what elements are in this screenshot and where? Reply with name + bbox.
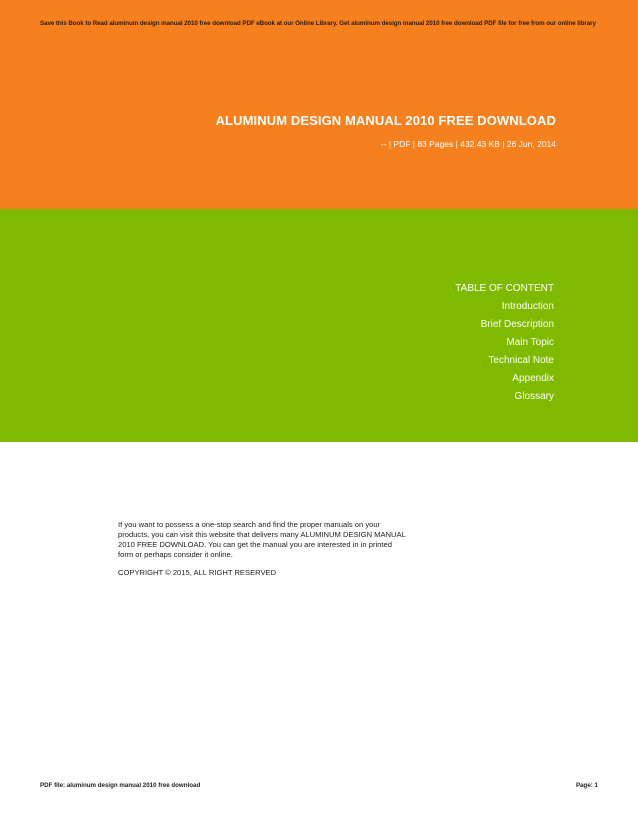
document-title: ALUMINUM DESIGN MANUAL 2010 FREE DOWNLOAD	[215, 113, 556, 128]
document-meta: -- | PDF | 83 Pages | 432.43 KB | 26 Jun, 2014	[380, 139, 556, 149]
body-paragraph: If you want to possess a one-stop search and find the proper manuals on your products, you can visit this website that delivers many ALUMINUM DESIGN MANUAL 2010 FREE DOWNLOAD. You can get the manual you are interested in in printed form or perhaps consider it online.	[118, 520, 406, 559]
toc-item-glossary: Glossary	[514, 391, 554, 402]
toc-heading: TABLE OF CONTENT	[455, 283, 554, 294]
footer-file-label: PDF file: aluminum design manual 2010 free download	[40, 782, 201, 789]
copyright-notice: COPYRIGHT © 2015, ALL RIGHT RESERVED	[118, 568, 277, 577]
library-notice: Save this Book to Read aluminum design manual 2010 free download PDF eBook at our Online Library. Get aluminum design manual 2010 free download PDF file for free from our online library	[40, 20, 596, 27]
footer-page-number: Page: 1	[575, 782, 598, 789]
toc-item-introduction: Introduction	[501, 301, 554, 312]
toc-item-appendix: Appendix	[512, 373, 554, 384]
toc-item-brief-description: Brief Description	[480, 319, 554, 330]
toc-item-main-topic: Main Topic	[506, 337, 554, 348]
table-of-contents	[455, 282, 554, 408]
toc-item-technical-note: Technical Note	[488, 355, 554, 366]
header-band	[0, 0, 638, 209]
